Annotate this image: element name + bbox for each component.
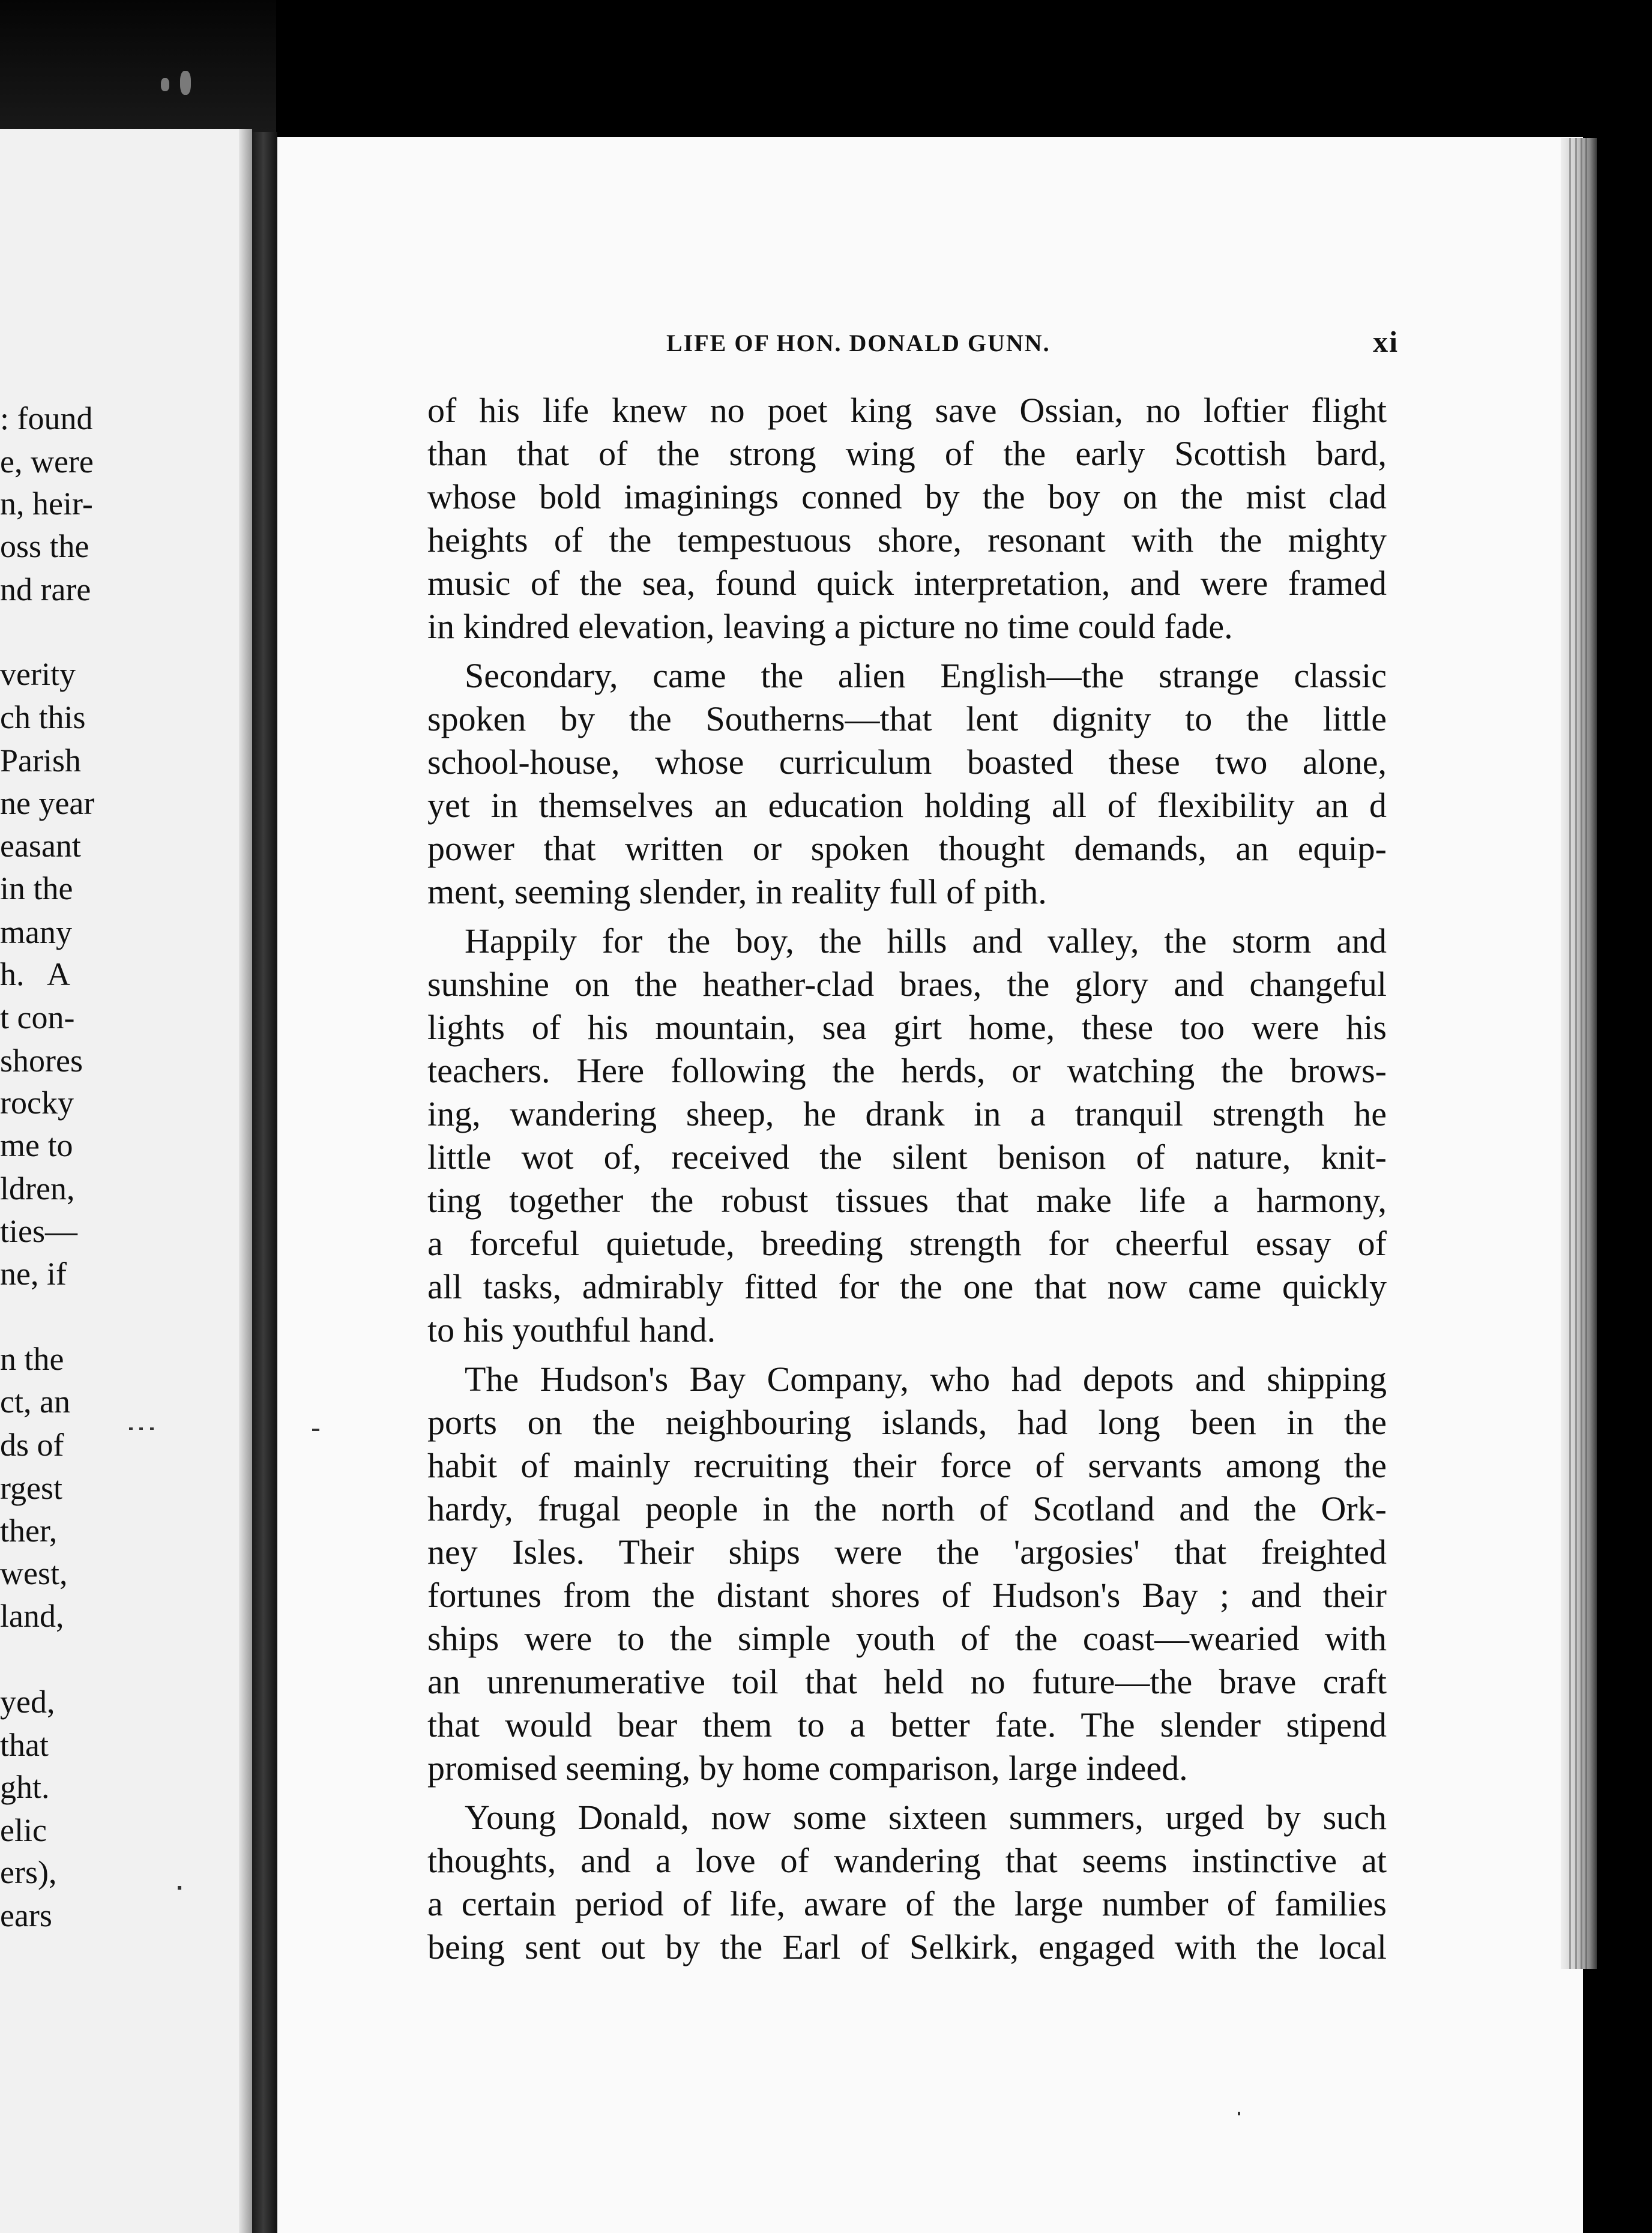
left-page-text-fragment: ther, (0, 1513, 58, 1549)
text-line: to his youthful hand. (427, 1310, 716, 1349)
text-line: hardy, frugal people in the north of Scotland and the Ork- (427, 1489, 1387, 1528)
left-page-text-fragment: rocky (0, 1085, 74, 1121)
left-page-text-fragment: me to (0, 1127, 73, 1163)
text-line: ting together the robust tissues that make life a harmony, (427, 1181, 1387, 1220)
left-page-text-fragment: oss the (0, 528, 89, 564)
running-title: LIFE OF HON. DONALD GUNN. (666, 330, 1051, 357)
left-page-text-fragment: ds of (0, 1427, 64, 1463)
scan-mark (312, 1429, 319, 1431)
page-edge-line (1581, 138, 1582, 1969)
text-line: heights of the tempestuous shore, resonant with the mighty (427, 520, 1387, 559)
text-line: an unrenumerative toil that held no future—the brave craft (427, 1662, 1387, 1701)
left-page-text-fragment: ne year (0, 785, 95, 821)
paragraph-gap (427, 1790, 1387, 1796)
left-page-text-fragment: n the (0, 1341, 64, 1377)
paragraph (427, 920, 1387, 1352)
left-page-text-fragment: ch this (0, 699, 86, 735)
left-page-text-fragment: ties— (0, 1213, 77, 1249)
text-line: a forceful quietude, breeding strength for cheerful essay of (427, 1224, 1387, 1263)
left-facing-page (0, 129, 252, 2233)
text-line: Happily for the boy, the hills and valley, the storm and (465, 921, 1387, 960)
scan-mark (178, 1886, 181, 1890)
text-line: school-house, whose curriculum boasted these two alone, (427, 743, 1387, 782)
left-page-text-fragment: ears (0, 1897, 52, 1933)
scan-dark-margin-top (0, 0, 276, 138)
text-line: thoughts, and a love of wandering that seems instinctive at (427, 1841, 1387, 1880)
left-page-text-fragment: e, were (0, 444, 94, 480)
gutter-shadow (239, 129, 252, 2233)
scan-mark (1238, 2112, 1240, 2115)
text-line: ney Isles. Their ships were the 'argosies' that freighted (427, 1532, 1387, 1572)
text-line: of his life knew no poet king save Ossian, no loftier flight (427, 391, 1387, 430)
scan-mark (129, 1427, 133, 1430)
left-page-text-fragment: west, (0, 1555, 68, 1591)
text-line: fortunes from the distant shores of Hudson's Bay ; and their (427, 1576, 1387, 1615)
left-page-text-fragment: many (0, 914, 72, 950)
text-line: lights of his mountain, sea girt home, these too were his (427, 1008, 1387, 1047)
page-edge-line (1575, 138, 1577, 1969)
text-line: Young Donald, now some sixteen summers, urged by such (465, 1798, 1387, 1837)
left-page-text-fragment: nd rare (0, 571, 91, 607)
left-page-text-fragment: t con- (0, 999, 75, 1035)
left-page-text-fragment: shores (0, 1043, 83, 1079)
page-edge-line (1585, 138, 1587, 1969)
left-page-text-fragment: ers), (0, 1854, 57, 1890)
text-line: teachers. Here following the herds, or watching the brows- (427, 1051, 1387, 1090)
left-page-text-fragment: verity (0, 656, 76, 692)
left-page-text-fragment: h. A (0, 956, 71, 992)
paragraph (427, 1358, 1387, 1790)
page-edges (1561, 138, 1597, 1969)
left-page-text-fragment: ct, an (0, 1384, 70, 1420)
text-line: that would bear them to a better fate. The slender stipend (427, 1705, 1387, 1744)
page-header (666, 325, 1399, 365)
scan-mark (139, 1427, 143, 1430)
text-line: promised seeming, by home comparison, large indeed. (427, 1749, 1188, 1788)
text-line: yet in themselves an education holding all of flexibility an d (427, 786, 1387, 825)
left-page-text-fragment: in the (0, 870, 73, 906)
left-page-text-fragment: Parish (0, 743, 81, 779)
scan-speck (161, 78, 169, 91)
text-line: ports on the neighbouring islands, had long been in the (427, 1403, 1387, 1442)
left-page-text-fragment: land, (0, 1598, 64, 1634)
text-line: a certain period of life, aware of the large number of families (427, 1884, 1387, 1923)
text-line: ment, seeming slender, in reality full of pith. (427, 872, 1047, 911)
paragraph-gap (427, 1352, 1387, 1358)
text-line: in kindred elevation, leaving a picture no time could fade. (427, 607, 1233, 646)
text-line: being sent out by the Earl of Selkirk, engaged with the local (427, 1927, 1387, 1966)
text-line: power that written or spoken thought demands, an equip- (427, 829, 1387, 868)
text-line: whose bold imaginings conned by the boy on the mist clad (427, 477, 1387, 516)
paragraph (427, 654, 1387, 914)
body-text (427, 389, 1387, 1969)
left-page-text-fragment: that (0, 1727, 49, 1763)
left-page-text-fragment: ght. (0, 1769, 50, 1805)
left-page-text-fragment: n, heir- (0, 486, 93, 522)
paragraph (427, 1796, 1387, 1969)
text-line: The Hudson's Bay Company, who had depots and shipping (465, 1360, 1387, 1399)
left-page-text-fragment: rgest (0, 1470, 62, 1506)
left-page-text-fragment: ldren, (0, 1171, 75, 1207)
left-page-text-fragment: ne, if (0, 1256, 67, 1292)
text-line: habit of mainly recruiting their force of servants among the (427, 1446, 1387, 1485)
scan-mark (150, 1427, 154, 1430)
paragraph-gap (427, 648, 1387, 654)
paragraph-gap (427, 914, 1387, 920)
left-page-text-fragment: yed, (0, 1684, 55, 1720)
left-page-text-fragment: easant (0, 828, 81, 864)
text-line: ships were to the simple youth of the coast—wearied with (427, 1619, 1387, 1658)
text-line: music of the sea, found quick interpretation, and were framed (427, 564, 1387, 603)
left-page-text-fragment: : found (0, 400, 93, 436)
text-line: spoken by the Southerns—that lent dignity to the little (427, 699, 1387, 738)
text-line: Secondary, came the alien English—the strange classic (465, 656, 1387, 695)
page-edge-line (1569, 138, 1571, 1969)
page-number: xi (1373, 325, 1399, 358)
text-line: little wot of, received the silent benison of nature, knit- (427, 1138, 1387, 1177)
text-line: sunshine on the heather-clad braes, the glory and changeful (427, 965, 1387, 1004)
paragraph (427, 389, 1387, 648)
text-line: all tasks, admirably fitted for the one that now came quickly (427, 1267, 1387, 1306)
left-page-text-fragment: elic (0, 1812, 47, 1848)
text-line: ing, wandering sheep, he drank in a tranquil strength he (427, 1094, 1387, 1133)
scan-speck (180, 71, 191, 95)
text-line: than that of the strong wing of the early Scottish bard, (427, 434, 1387, 473)
book-spine (252, 132, 277, 2233)
